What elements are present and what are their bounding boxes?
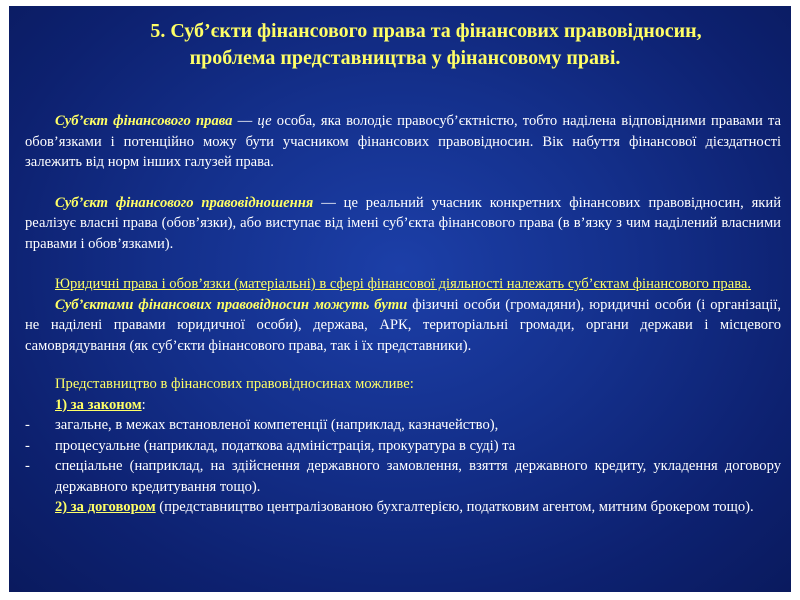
term-subject-legal-relation: Суб’єкт фінансового правовідношення [55, 194, 314, 211]
p1-ce: це [257, 113, 272, 129]
title-line-2: проблема представництва у фінансовому праві. [189, 47, 621, 69]
by-law-colon: : [141, 396, 146, 413]
spacer [25, 254, 781, 274]
by-law-line [25, 395, 781, 416]
paragraph-rights-obligations: Юридичні права і обов’язки (матеріальні) в сфері фінансової діяльності належать суб’єктам фінансового права. [55, 276, 752, 292]
term-subject-financial-law: Суб’єкт фінансового права [55, 113, 233, 129]
slide-body [25, 111, 781, 518]
list-item-text: спеціальне (наприклад, на здійснення державного замовлення, взяття державного кредиту, укладення договору державного кредитування тощо). [55, 458, 781, 495]
title-line-1: 5. Суб’єкти фінансового права та фінансових правовідносин, [150, 20, 702, 42]
p4-text: фізичні особи (громадяни), юридичні особи (і організації, не наділені правами юридичної особи), держава, АРК, територіальні громади, органи держави і місцевого самоврядування (як суб’єкти фінансового права, так і їх представники). [25, 296, 781, 354]
term-subjects-can-be: Суб’єктами фінансових правовідносин можуть бути [55, 296, 408, 313]
paragraph-subject-legal-relation [25, 193, 781, 255]
list-item-text: загальне, в межах встановленої компетенції (наприклад, казначейство), [55, 417, 499, 433]
spacer [25, 356, 781, 374]
list-item [25, 436, 781, 457]
slide [9, 6, 791, 592]
spacer [25, 173, 781, 193]
p1-dash: — [232, 113, 258, 129]
p2-text: — це реальний учасник конкретних фінансових правовідносин, який реалізує власні права (обов’язки), або виступає від імені суб’єкта фінансового права (в в’язку з чим наділений власними правами і обов’язками). [25, 194, 781, 252]
by-law-label: 1) за законом [55, 396, 142, 413]
list-item [25, 415, 781, 436]
representation-list [25, 415, 781, 497]
representation-heading: Представництво в фінансових правовідносинах можливе: [55, 376, 414, 392]
dash-bullet: - [25, 458, 30, 474]
list-item [25, 456, 781, 497]
slide-title [9, 18, 791, 72]
paragraph-subject-financial-law [25, 111, 781, 173]
dash-bullet: - [25, 417, 30, 433]
by-contract-text: (представництво централізованою бухгалтерією, податковим агентом, митним брокером тощо). [155, 499, 754, 515]
dash-bullet: - [25, 437, 30, 454]
by-contract-label: 2) за договором [55, 499, 156, 515]
by-contract-line [25, 497, 781, 518]
paragraph-subjects-list [25, 295, 781, 357]
list-item-text: процесуальне (наприклад, податкова адміністрація, прокуратура в суді) та [55, 437, 516, 454]
p1-text: особа, яка володіє правосуб’єктністю, тобто наділена відповідними правами та обов’язками і потенційно можу бути учасником фінансових правовідносин. Вік набуття фінансової дієздатності залежить від норм інших галузей права. [25, 113, 781, 170]
